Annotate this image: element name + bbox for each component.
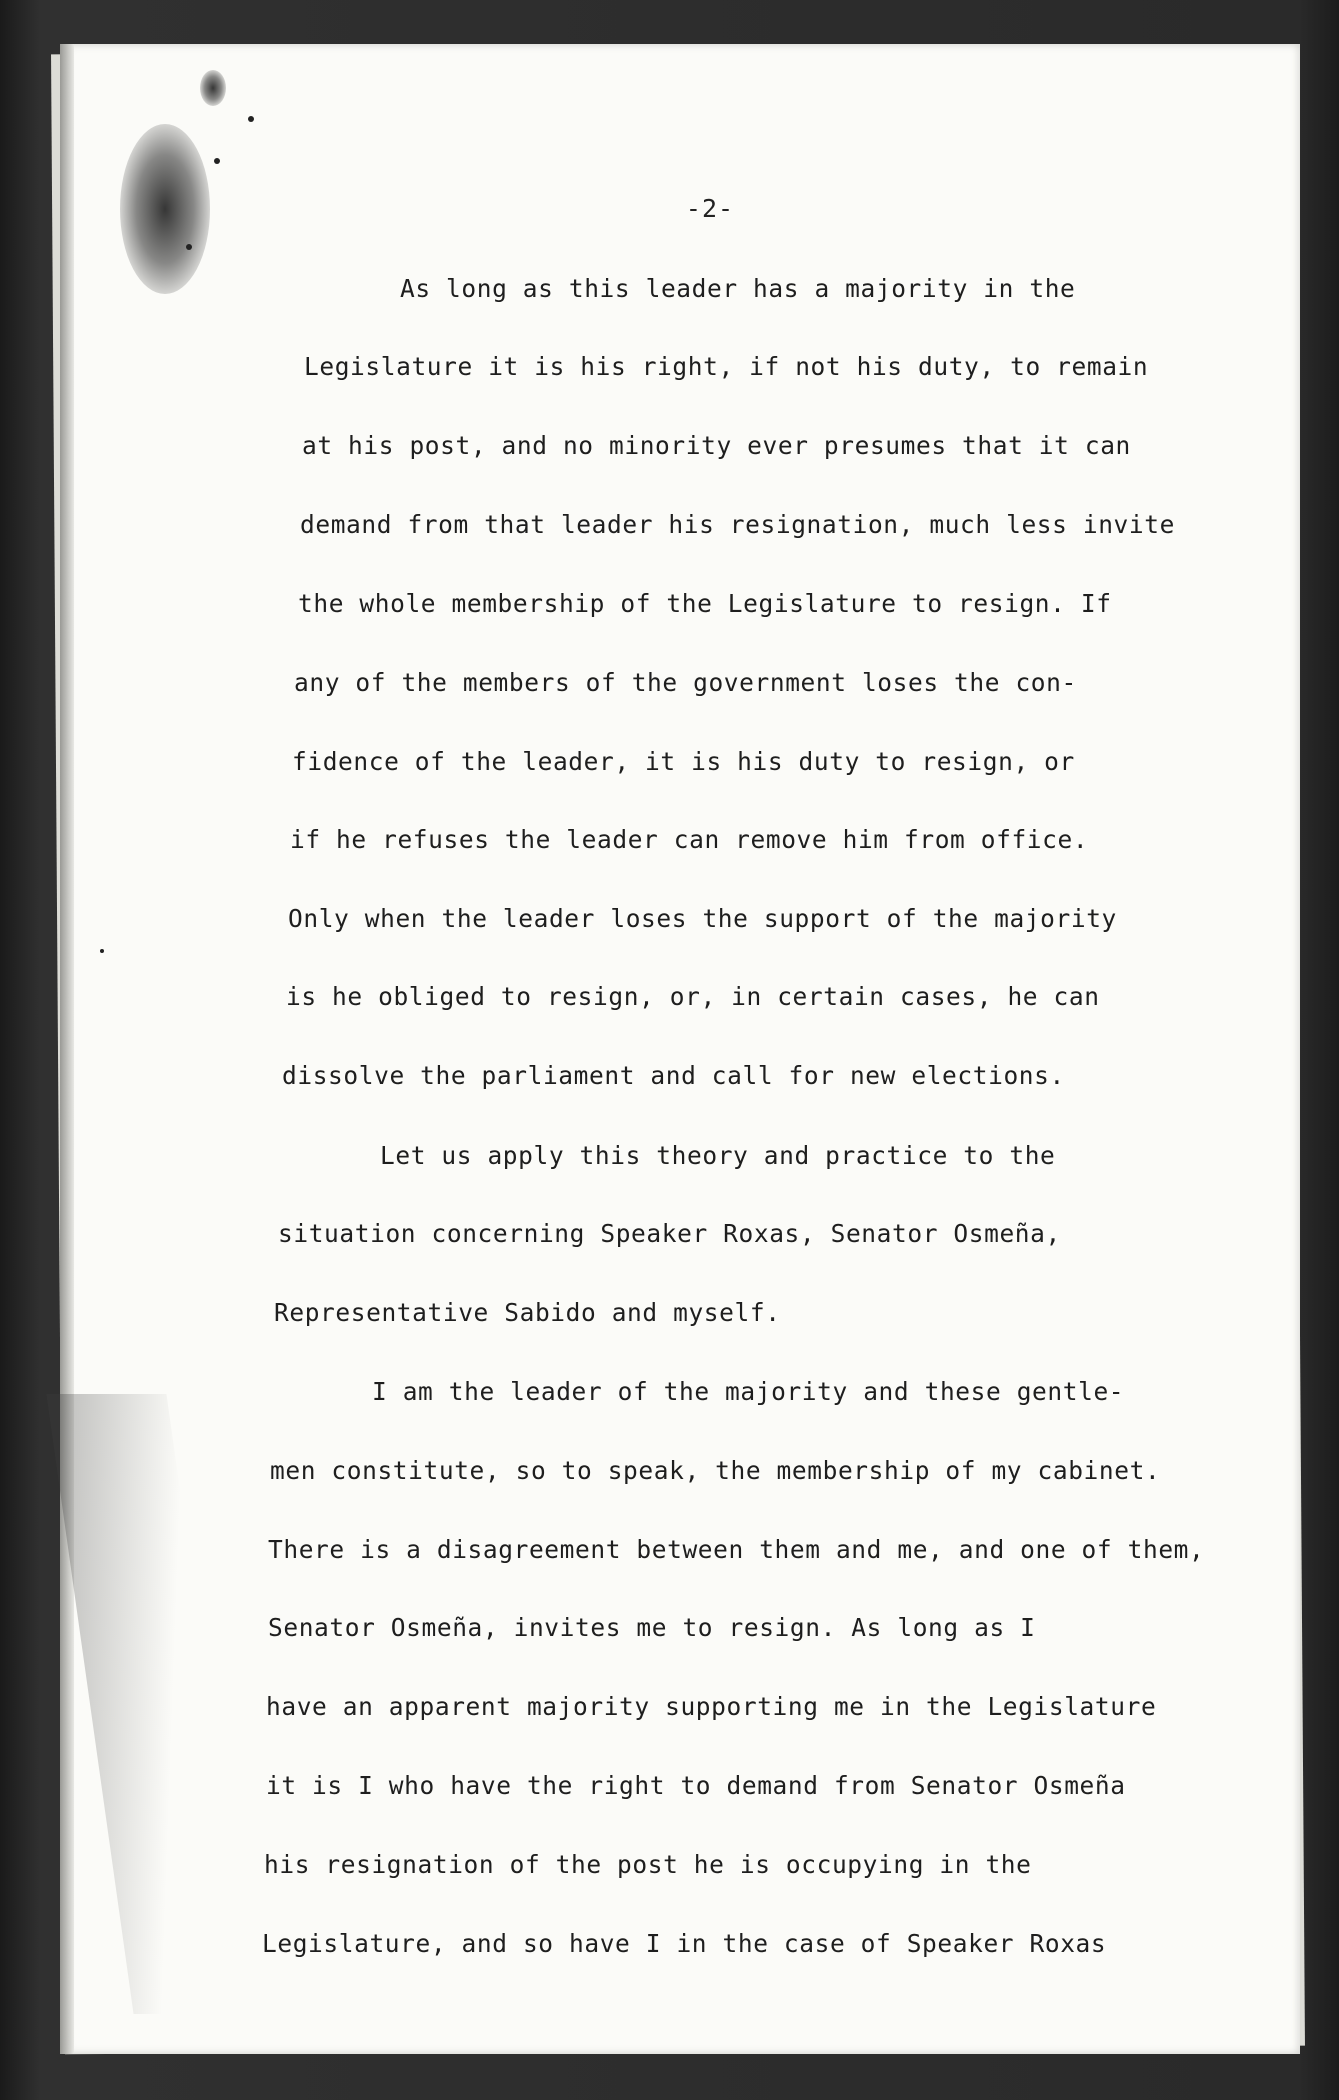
text-line: Only when the leader loses the support of the majority [288,904,1117,933]
ink-smudge-small [200,70,226,106]
text-line: Representative Sabido and myself. [274,1298,781,1327]
text-line: any of the members of the government loses the con- [294,668,1077,697]
text-line: if he refuses the leader can remove him from office. [290,825,1089,854]
text-line: Let us apply this theory and practice to the [380,1141,1056,1170]
ink-speck [186,244,192,250]
text-line: fidence of the leader, it is his duty to resign, or [292,747,1075,776]
text-line: the whole membership of the Legislature to resign. If [298,589,1112,618]
page-number: -2- [685,194,735,223]
text-line: I am the leader of the majority and these gentle- [372,1377,1125,1406]
text-line: Legislature, and so have I in the case of Speaker Roxas [262,1929,1107,1958]
ink-speck [100,949,104,953]
ink-speck [248,116,254,122]
ink-speck [214,158,220,164]
text-line: Senator Osmeña, invites me to resign. As long as I [268,1613,1036,1642]
text-line: his resignation of the post he is occupying in the [264,1850,1032,1879]
text-line: situation concerning Speaker Roxas, Senator Osmeña, [278,1219,1061,1248]
text-line: have an apparent majority supporting me in the Legislature [266,1692,1157,1721]
page-curl-shadow [46,1394,253,2014]
text-line: As long as this leader has a majority in the [400,274,1076,303]
text-line: dissolve the parliament and call for new elections. [282,1061,1065,1090]
text-line: is he obliged to resign, or, in certain cases, he can [286,982,1100,1011]
text-line: Legislature it is his right, if not his duty, to remain [304,352,1149,381]
text-line: There is a disagreement between them and me, and one of them, [268,1535,1205,1564]
text-line: at his post, and no minority ever presumes that it can [302,431,1131,460]
page-edge [60,44,74,2054]
text-line: it is I who have the right to demand from Senator Osmeña [266,1771,1126,1800]
text-line: men constitute, so to speak, the membership of my cabinet. [270,1456,1161,1485]
document-page [60,44,1300,2054]
text-line: demand from that leader his resignation, much less invite [300,510,1175,539]
